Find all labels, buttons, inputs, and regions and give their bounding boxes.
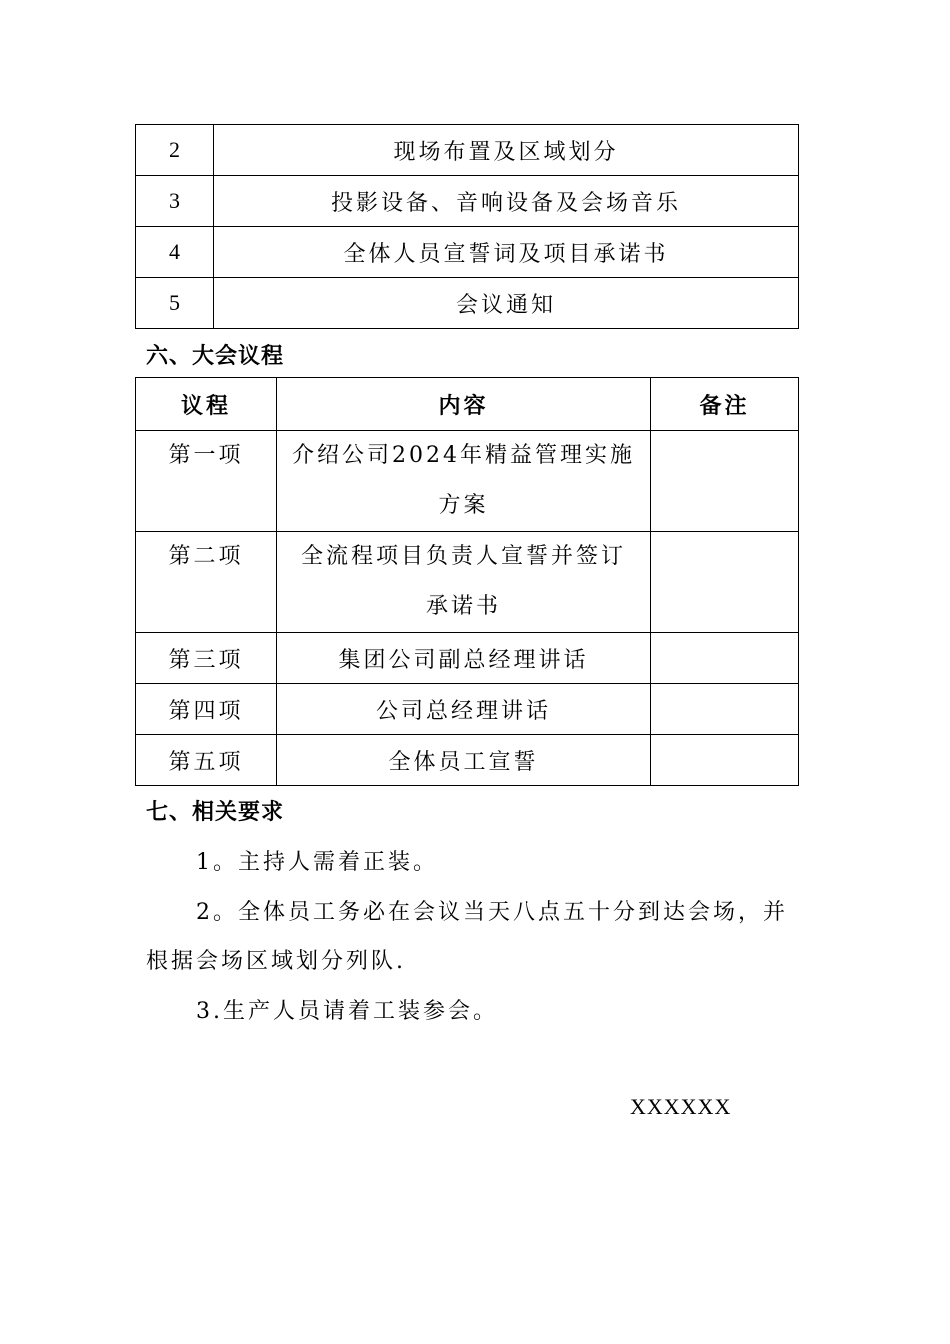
agenda-table bbox=[135, 377, 799, 786]
agenda-item: 第三项 bbox=[136, 633, 277, 684]
agenda-note bbox=[651, 684, 799, 735]
agenda-item: 第一项 bbox=[136, 431, 277, 532]
row-number: 2 bbox=[136, 125, 214, 176]
table-row bbox=[136, 227, 799, 278]
table-row bbox=[136, 684, 799, 735]
section-heading-agenda: 六、大会议程 bbox=[146, 344, 285, 369]
row-number: 4 bbox=[136, 227, 214, 278]
table-row bbox=[136, 633, 799, 684]
agenda-content-line: 承诺书 bbox=[425, 594, 501, 619]
agenda-note bbox=[651, 735, 799, 786]
table-header-row bbox=[136, 378, 799, 431]
requirement-2-line-2: 根据会场区域划分列队. bbox=[146, 949, 406, 974]
agenda-note bbox=[651, 532, 799, 633]
header-note: 备注 bbox=[651, 378, 799, 431]
material-item: 会议通知 bbox=[214, 278, 799, 329]
section-heading-requirements: 七、相关要求 bbox=[146, 800, 285, 825]
material-item: 投影设备、音响设备及会场音乐 bbox=[214, 176, 799, 227]
material-item: 现场布置及区域划分 bbox=[214, 125, 799, 176]
agenda-item: 第四项 bbox=[136, 684, 277, 735]
table-row bbox=[136, 735, 799, 786]
agenda-content-line: 方案 bbox=[438, 493, 489, 518]
material-item: 全体人员宣誓词及项目承诺书 bbox=[214, 227, 799, 278]
row-number: 5 bbox=[136, 278, 214, 329]
agenda-note bbox=[651, 431, 799, 532]
table-row bbox=[136, 532, 799, 633]
header-item: 议程 bbox=[136, 378, 277, 431]
agenda-item: 第五项 bbox=[136, 735, 277, 786]
agenda-content: 公司总经理讲话 bbox=[277, 684, 651, 735]
materials-table bbox=[135, 124, 799, 329]
agenda-content-line: 全流程项目负责人宣誓并签订 bbox=[300, 544, 626, 569]
requirement-3: 3.生产人员请着工装参会。 bbox=[196, 999, 498, 1024]
row-number: 3 bbox=[136, 176, 214, 227]
agenda-item: 第二项 bbox=[136, 532, 277, 633]
table-row bbox=[136, 278, 799, 329]
agenda-content bbox=[277, 431, 651, 532]
agenda-content-line: 介绍公司2024年精益管理实施 bbox=[292, 443, 635, 468]
requirement-2-line-1: 2。全体员工务必在会议当天八点五十分到达会场，并 bbox=[196, 900, 788, 925]
header-content: 内容 bbox=[277, 378, 651, 431]
agenda-content: 集团公司副总经理讲话 bbox=[277, 633, 651, 684]
agenda-content bbox=[277, 532, 651, 633]
table-row bbox=[136, 125, 799, 176]
table-row bbox=[136, 431, 799, 532]
requirement-1: 1。主持人需着正装。 bbox=[196, 850, 438, 875]
table-row bbox=[136, 176, 799, 227]
agenda-content: 全体员工宣誓 bbox=[277, 735, 651, 786]
agenda-note bbox=[651, 633, 799, 684]
signature: XXXXXX bbox=[630, 1094, 732, 1119]
